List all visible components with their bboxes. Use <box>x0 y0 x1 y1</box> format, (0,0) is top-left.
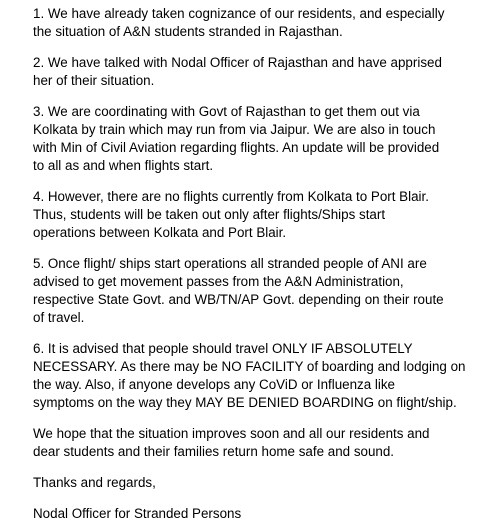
paragraph-6: 6. It is advised that people should travel ONLY IF ABSOLUTELY NECESSARY. As there may be NO FACILITY of boarding and lodging on the way. Also, if anyone develops any CoViD or Influenza like symptoms on the way they MAY BE DENIED BOARDING on flight/ship. <box>33 341 466 410</box>
paragraph-3: 3. We are coordinating with Govt of Rajasthan to get them out via Kolkata by train which may run from via Jaipur. We are also in touch with Min of Civil Aviation regarding flights. An update will be provided to all as and when flights start. <box>33 104 440 173</box>
closing-paragraph: We hope that the situation improves soon and all our residents and dear students and their families return home safe and sound. <box>33 426 430 459</box>
sign-off: Thanks and regards, <box>33 475 156 490</box>
paragraph-1: 1. We have already taken cognizance of our residents, and especially the situation of A&N students stranded in Rajasthan. <box>33 6 445 39</box>
paragraph-4: 4. However, there are no flights currently from Kolkata to Port Blair. Thus, students will be taken out only after flights/Ships start operations between Kolkata and Port Blair. <box>33 189 429 240</box>
document-body <box>33 5 479 523</box>
paragraph-2: 2. We have talked with Nodal Officer of Rajasthan and have apprised her of their situation. <box>33 55 442 88</box>
paragraph-5: 5. Once flight/ ships start operations all stranded people of ANI are advised to get movement passes from the A&N Administration, respective State Govt. and WB/TN/AP Govt. depending on their route of travel. <box>33 256 444 325</box>
signature: Nodal Officer for Stranded Persons <box>33 506 242 521</box>
